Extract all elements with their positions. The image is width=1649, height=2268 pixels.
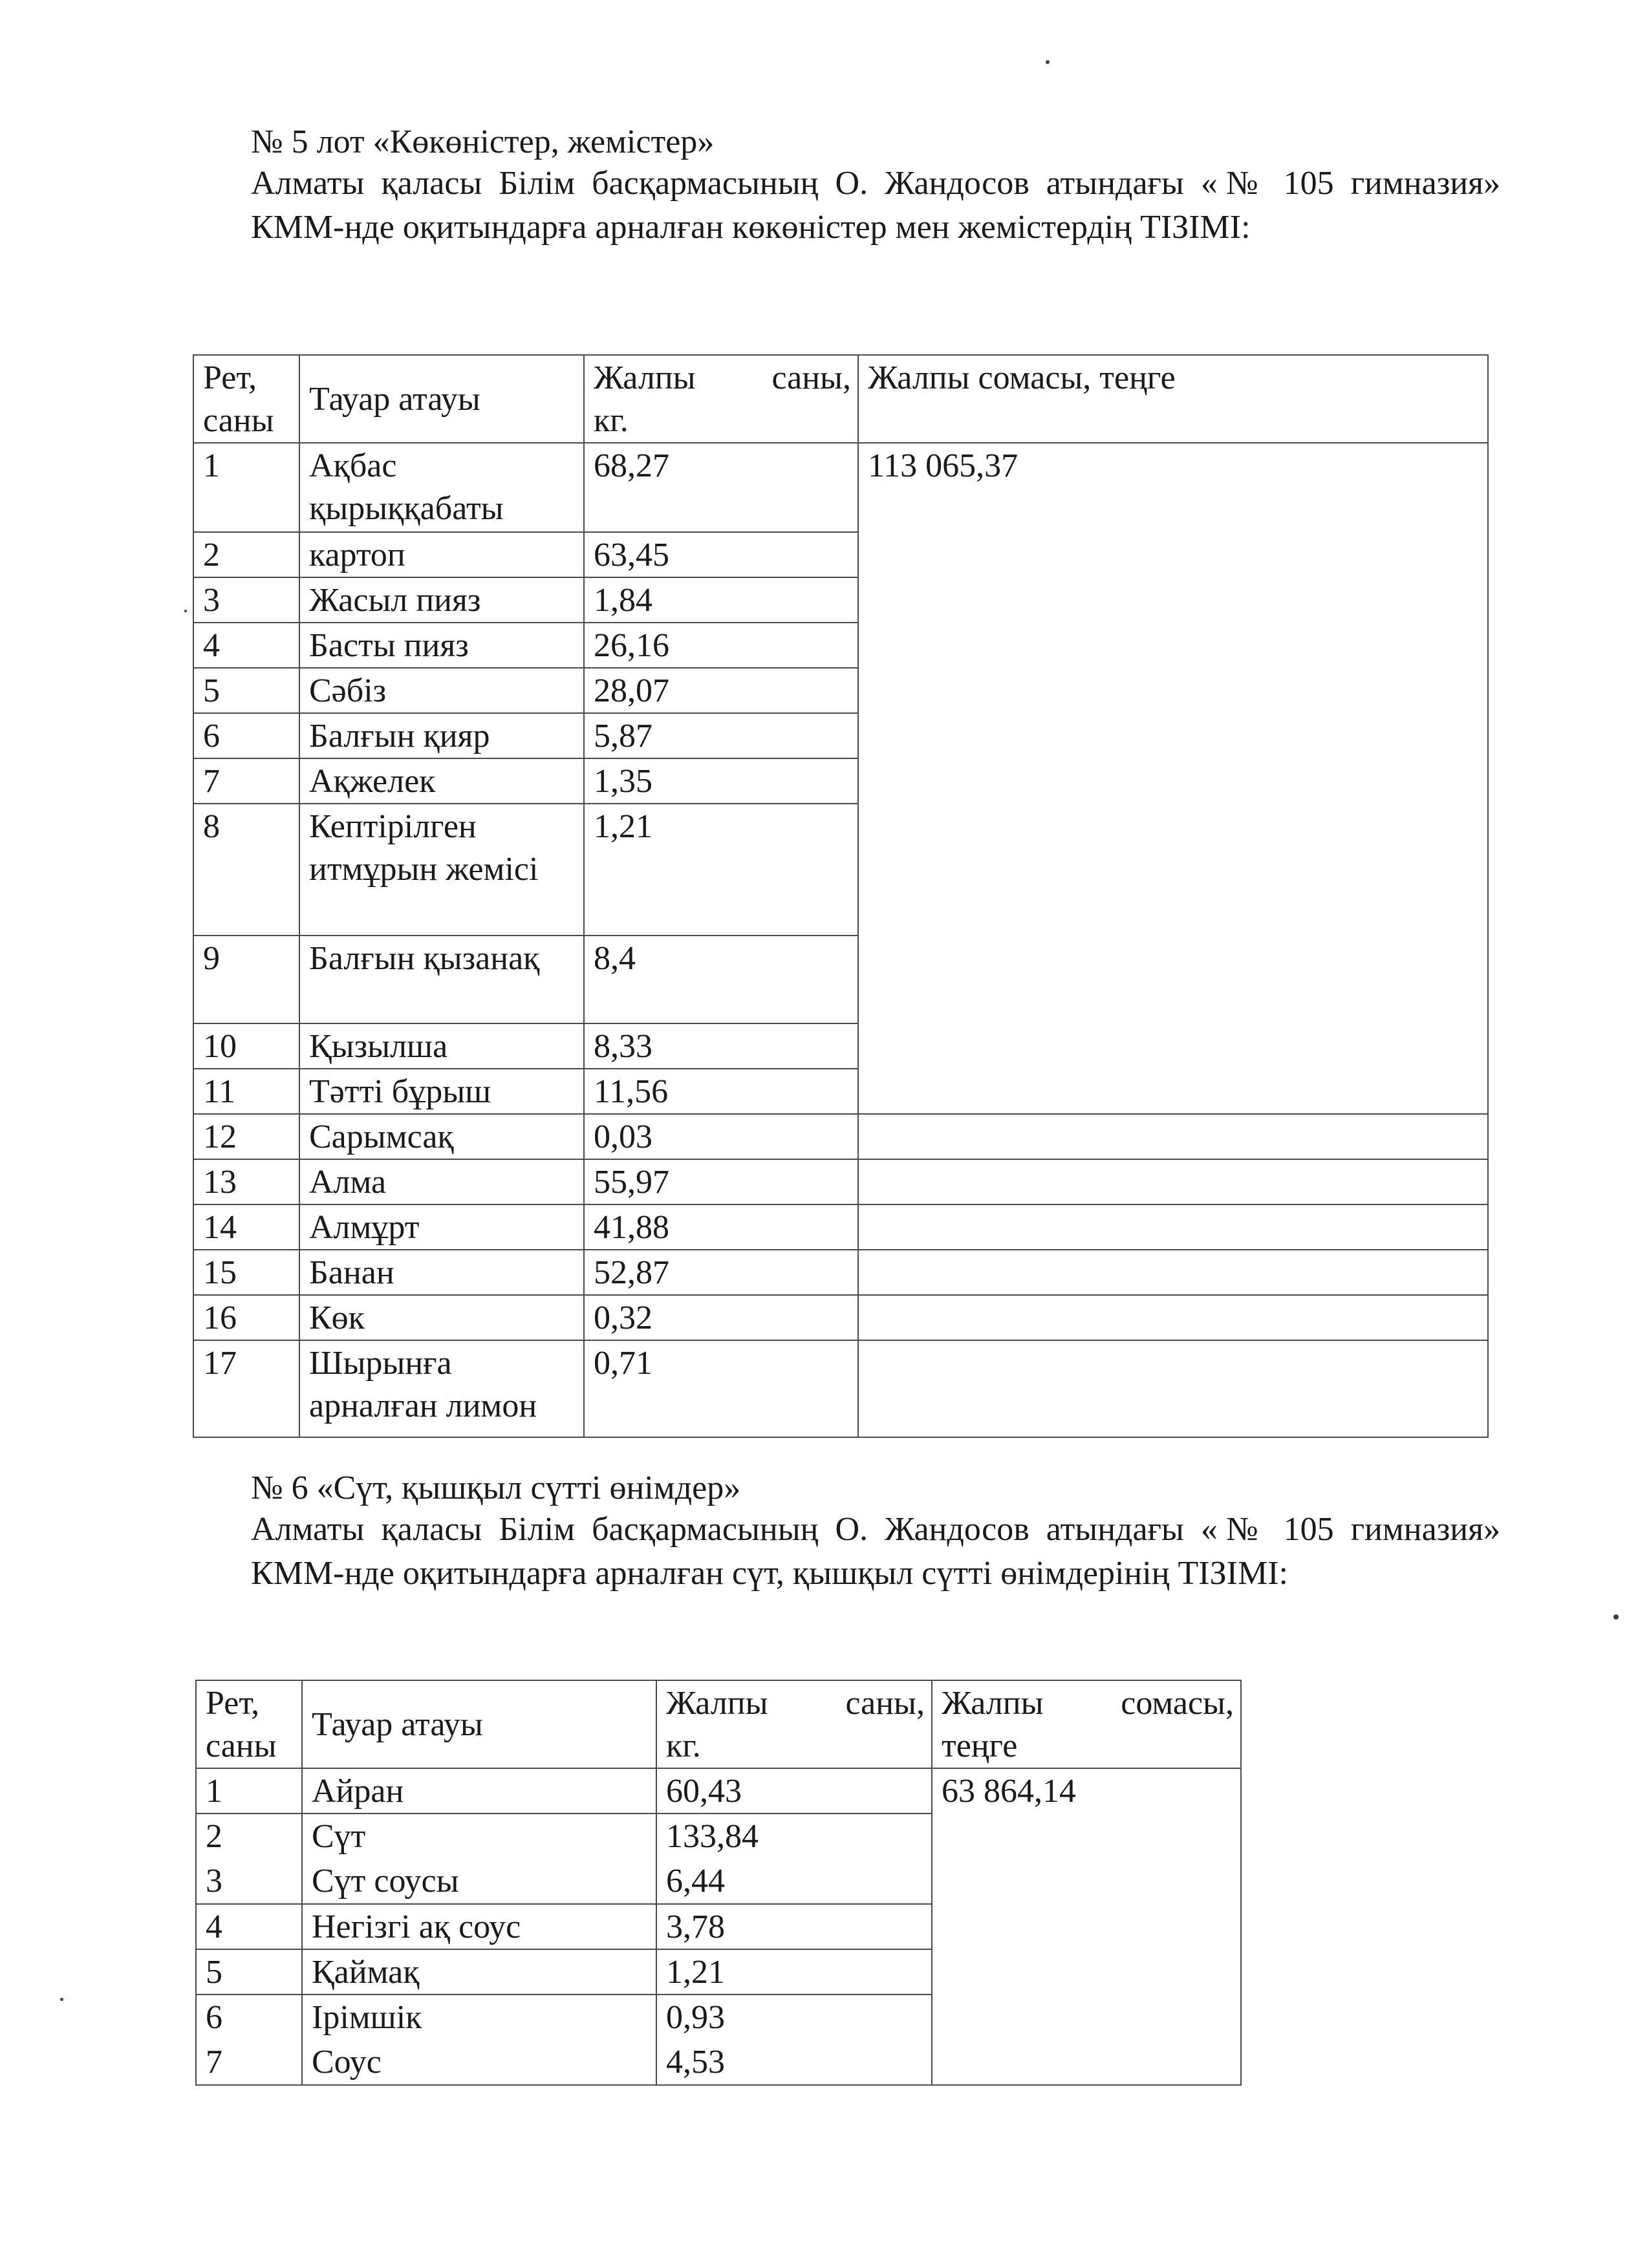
header-name: Тауар атауы bbox=[302, 1680, 656, 1768]
row-name: Сүт bbox=[302, 1813, 656, 1859]
row-qty: 1,21 bbox=[584, 804, 858, 936]
row-num: 15 bbox=[193, 1250, 299, 1295]
row-num: 7 bbox=[196, 2040, 302, 2085]
lot6-intro: Алматы қаласы Білім басқармасының О. Жандосов атындағы «№ 105 гимназия» КММ-нде оқитындарға арналған сүт, қышқыл сүтті өнімдерінің ТІЗІМІ: bbox=[251, 1511, 1500, 1592]
row-num: 2 bbox=[196, 1813, 302, 1859]
row-qty: 60,43 bbox=[656, 1768, 932, 1813]
table-header-row bbox=[193, 355, 1488, 443]
row-num: 2 bbox=[193, 532, 299, 577]
row-name: Балғын қызанақ bbox=[299, 936, 584, 1023]
table-row bbox=[193, 443, 1488, 532]
row-num: 6 bbox=[196, 1995, 302, 2040]
row-qty: 3,78 bbox=[656, 1904, 932, 1949]
row-qty: 5,87 bbox=[584, 713, 858, 758]
table-row bbox=[193, 1204, 1488, 1250]
header-qty-word1: Жалпы bbox=[594, 359, 696, 396]
row-qty: 133,84 bbox=[656, 1813, 932, 1859]
row-num: 1 bbox=[193, 443, 299, 532]
lot6-table bbox=[195, 1680, 1242, 2086]
row-num: 11 bbox=[193, 1069, 299, 1114]
row-name: Қызылша bbox=[299, 1023, 584, 1069]
row-name: Сәбіз bbox=[299, 668, 584, 713]
scan-speck bbox=[184, 610, 187, 612]
scan-speck bbox=[1613, 1614, 1619, 1620]
row-num: 4 bbox=[193, 623, 299, 668]
row-name: Шырынға арналған лимон bbox=[299, 1340, 584, 1437]
header-qty-word1: Жалпы bbox=[666, 1685, 768, 1722]
row-qty: 8,33 bbox=[584, 1023, 858, 1069]
row-num: 5 bbox=[193, 668, 299, 713]
row-num: 3 bbox=[196, 1859, 302, 1904]
row-name: Басты пияз bbox=[299, 623, 584, 668]
row-name: Ақжелек bbox=[299, 758, 584, 804]
row-sum-empty bbox=[858, 1295, 1488, 1340]
header-name: Тауар атауы bbox=[299, 355, 584, 443]
table-row bbox=[193, 1340, 1488, 1437]
row-qty: 0,03 bbox=[584, 1114, 858, 1159]
header-sum-word1: Жалпы bbox=[942, 1685, 1044, 1722]
total-sum: 63 864,14 bbox=[932, 1768, 1241, 2085]
row-num: 14 bbox=[193, 1204, 299, 1250]
row-sum-empty bbox=[858, 1250, 1488, 1295]
header-sum bbox=[932, 1680, 1241, 1768]
row-num: 1 bbox=[196, 1768, 302, 1813]
row-name: Негізгі ақ соус bbox=[302, 1904, 656, 1949]
row-name: Сүт соусы bbox=[302, 1859, 656, 1904]
header-qty-unit: кг. bbox=[594, 402, 629, 439]
total-sum: 113 065,37 bbox=[858, 443, 1488, 1114]
row-qty: 55,97 bbox=[584, 1159, 858, 1204]
row-name: Ақбас қырыққабаты bbox=[299, 443, 584, 532]
row-num: 6 bbox=[193, 713, 299, 758]
row-name: Ірімшік bbox=[302, 1995, 656, 2040]
header-sum-word2: сомасы, bbox=[1121, 1685, 1234, 1722]
lot5-table bbox=[193, 354, 1489, 1438]
row-num: 12 bbox=[193, 1114, 299, 1159]
header-num: Рет, саны bbox=[196, 1680, 302, 1768]
row-sum-empty bbox=[858, 1340, 1488, 1437]
row-qty: 26,16 bbox=[584, 623, 858, 668]
row-name: Кептірілген итмұрын жемісі bbox=[299, 804, 584, 936]
row-qty: 11,56 bbox=[584, 1069, 858, 1114]
header-sum-unit: теңге bbox=[942, 1728, 1018, 1764]
row-num: 8 bbox=[193, 804, 299, 936]
row-qty: 63,45 bbox=[584, 532, 858, 577]
header-num: Рет, саны bbox=[193, 355, 299, 443]
scan-speck bbox=[1046, 60, 1050, 64]
row-qty: 0,32 bbox=[584, 1295, 858, 1340]
header-qty bbox=[656, 1680, 932, 1768]
row-qty: 8,4 bbox=[584, 936, 858, 1023]
row-qty: 68,27 bbox=[584, 443, 858, 532]
table-row bbox=[196, 1768, 1241, 1813]
header-qty-word2: саны, bbox=[845, 1685, 925, 1722]
lot5-intro: Алматы қаласы Білім басқармасының О. Жандосов атындағы «№ 105 гимназия» КММ-нде оқитындарға арналған көкөністер мен жемістердің ТІЗІМІ: bbox=[251, 165, 1500, 246]
row-name: Тәтті бұрыш bbox=[299, 1069, 584, 1114]
row-name: Жасыл пияз bbox=[299, 577, 584, 623]
table-row bbox=[193, 1250, 1488, 1295]
row-name: Банан bbox=[299, 1250, 584, 1295]
lot5-title: № 5 лот «Көкөністер, жемістер» bbox=[251, 123, 715, 160]
row-qty: 52,87 bbox=[584, 1250, 858, 1295]
row-name: Сарымсақ bbox=[299, 1114, 584, 1159]
row-name: Балғын қияр bbox=[299, 713, 584, 758]
row-num: 10 bbox=[193, 1023, 299, 1069]
row-num: 17 bbox=[193, 1340, 299, 1437]
row-qty: 1,21 bbox=[656, 1949, 932, 1995]
row-num: 7 bbox=[193, 758, 299, 804]
row-num: 3 bbox=[193, 577, 299, 623]
header-qty bbox=[584, 355, 858, 443]
row-name: Айран bbox=[302, 1768, 656, 1813]
table-header-row bbox=[196, 1680, 1241, 1768]
scan-speck bbox=[60, 1998, 63, 2001]
row-name: Алмұрт bbox=[299, 1204, 584, 1250]
row-name: Алма bbox=[299, 1159, 584, 1204]
row-name: картоп bbox=[299, 532, 584, 577]
row-num: 13 bbox=[193, 1159, 299, 1204]
table-row bbox=[193, 1159, 1488, 1204]
row-qty: 41,88 bbox=[584, 1204, 858, 1250]
row-qty: 1,35 bbox=[584, 758, 858, 804]
lot6-title: № 6 «Сүт, қышқыл сүтті өнімдер» bbox=[251, 1470, 741, 1506]
row-num: 4 bbox=[196, 1904, 302, 1949]
row-num: 9 bbox=[193, 936, 299, 1023]
row-name: Соус bbox=[302, 2040, 656, 2085]
row-name: Көк bbox=[299, 1295, 584, 1340]
header-qty-unit: кг. bbox=[666, 1728, 701, 1764]
row-qty: 6,44 bbox=[656, 1859, 932, 1904]
row-qty: 0,71 bbox=[584, 1340, 858, 1437]
table-row bbox=[193, 1295, 1488, 1340]
header-qty-word2: саны, bbox=[771, 359, 851, 396]
row-sum-empty bbox=[858, 1204, 1488, 1250]
row-qty: 4,53 bbox=[656, 2040, 932, 2085]
table-row bbox=[193, 1114, 1488, 1159]
row-sum-empty bbox=[858, 1159, 1488, 1204]
header-sum: Жалпы сомасы, теңге bbox=[858, 355, 1488, 443]
row-name: Қаймақ bbox=[302, 1949, 656, 1995]
row-qty: 1,84 bbox=[584, 577, 858, 623]
row-qty: 0,93 bbox=[656, 1995, 932, 2040]
row-num: 5 bbox=[196, 1949, 302, 1995]
row-qty: 28,07 bbox=[584, 668, 858, 713]
row-sum-empty bbox=[858, 1114, 1488, 1159]
row-num: 16 bbox=[193, 1295, 299, 1340]
